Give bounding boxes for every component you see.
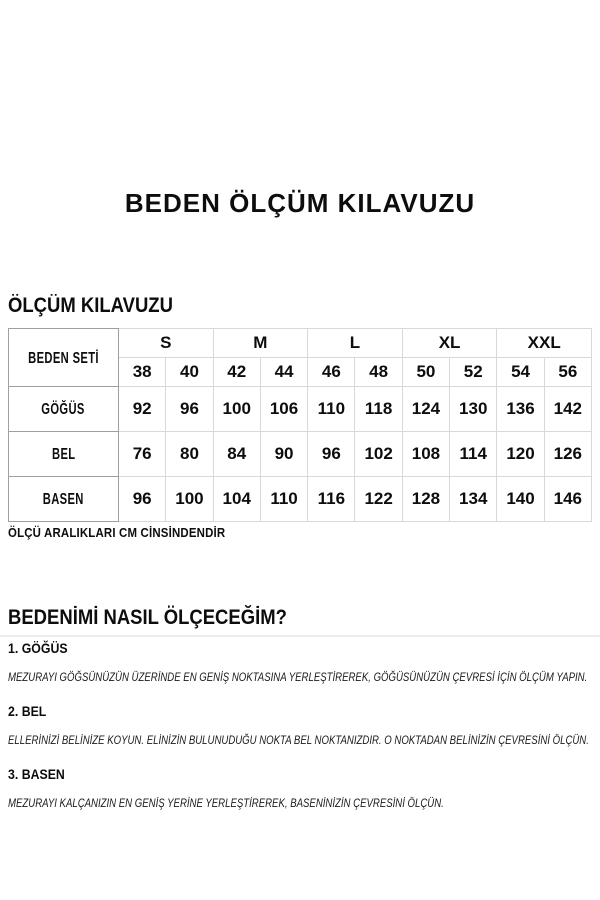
measurement-value: 96 bbox=[119, 477, 166, 522]
size-number: 42 bbox=[213, 358, 260, 387]
measurement-value: 92 bbox=[119, 387, 166, 432]
how-to-measure-heading-text: BEDENİMİ NASIL ÖLÇECEĞİM? bbox=[8, 606, 287, 629]
page-title: BEDEN ÖLÇÜM KILAVUZU bbox=[124, 188, 476, 218]
measurement-value: 80 bbox=[166, 432, 213, 477]
step-title-text: 1. GÖĞÜS bbox=[8, 640, 68, 656]
measurement-value: 84 bbox=[213, 432, 260, 477]
measurement-value: 126 bbox=[544, 432, 591, 477]
measurement-row bbox=[9, 477, 592, 522]
row-label bbox=[9, 387, 119, 432]
measurement-value: 108 bbox=[402, 432, 449, 477]
measurement-step bbox=[8, 640, 594, 685]
measurement-guide-heading bbox=[8, 294, 195, 318]
measurement-value: 124 bbox=[402, 387, 449, 432]
step-title-text: 2. BEL bbox=[8, 703, 47, 719]
measurement-value: 130 bbox=[450, 387, 497, 432]
table-note bbox=[8, 525, 255, 540]
step-description-text: MEZURAYI GÖĞSÜNÜZÜN ÜZERİNDE EN GENİŞ NOKTASINA YERLEŞTİREREK, GÖĞÜSÜNÜZÜN ÇEVRESİ İÇİN ÖLÇÜM YAPIN. bbox=[8, 670, 588, 684]
size-group-s: S bbox=[119, 329, 214, 358]
size-group-xl: XL bbox=[402, 329, 497, 358]
measurement-value: 114 bbox=[450, 432, 497, 477]
measurement-value: 136 bbox=[497, 387, 544, 432]
size-table-corner-header-text: BEDEN SETİ bbox=[28, 349, 99, 367]
step-description bbox=[8, 733, 594, 748]
size-group-xxl: XXL bbox=[497, 329, 592, 358]
step-description-text: ELLERİNİZİ BELİNİZE KOYUN. ELİNİZİN BULUNUDUĞU NOKTA BEL NOKTANIZDIR. O NOKTADAN BELİNİZİN ÇEVRESİNİ ÖLÇÜN. bbox=[8, 733, 589, 747]
row-label-text: GÖĞÜS bbox=[41, 401, 86, 418]
measurement-value: 90 bbox=[260, 432, 307, 477]
measurement-value: 118 bbox=[355, 387, 402, 432]
measurement-value: 140 bbox=[497, 477, 544, 522]
measurement-value: 142 bbox=[544, 387, 591, 432]
measurement-value: 120 bbox=[497, 432, 544, 477]
size-group-l: L bbox=[308, 329, 403, 358]
measurement-value: 110 bbox=[260, 477, 307, 522]
measurement-value: 104 bbox=[213, 477, 260, 522]
measurement-value: 106 bbox=[260, 387, 307, 432]
measurement-step bbox=[8, 766, 594, 811]
size-group-m: M bbox=[213, 329, 308, 358]
row-label-text: BEL bbox=[51, 446, 76, 463]
measurement-value: 116 bbox=[308, 477, 355, 522]
step-title bbox=[8, 766, 594, 783]
measurement-value: 110 bbox=[308, 387, 355, 432]
size-number: 48 bbox=[355, 358, 402, 387]
measurement-value: 102 bbox=[355, 432, 402, 477]
table-note-text: ÖLÇÜ ARALIKLARI CM CİNSİNDENDİR bbox=[8, 525, 226, 540]
step-title-text: 3. BASEN bbox=[8, 766, 65, 782]
step-description bbox=[8, 796, 594, 811]
measurement-value: 96 bbox=[308, 432, 355, 477]
row-label bbox=[9, 432, 119, 477]
measurement-guide-heading-text: ÖLÇÜM KILAVUZU bbox=[8, 294, 173, 317]
measurement-row bbox=[9, 432, 592, 477]
step-description bbox=[8, 670, 594, 685]
size-group-row bbox=[9, 329, 592, 358]
measurement-step bbox=[8, 703, 594, 748]
size-number: 56 bbox=[544, 358, 591, 387]
section-divider bbox=[0, 635, 600, 637]
size-number: 44 bbox=[260, 358, 307, 387]
row-label bbox=[9, 477, 119, 522]
step-title bbox=[8, 703, 594, 720]
size-number: 50 bbox=[402, 358, 449, 387]
measurement-value: 100 bbox=[166, 477, 213, 522]
row-label-text: BASEN bbox=[43, 491, 84, 508]
measurement-value: 96 bbox=[166, 387, 213, 432]
measurement-value: 146 bbox=[544, 477, 591, 522]
size-number: 54 bbox=[497, 358, 544, 387]
step-title bbox=[8, 640, 594, 657]
measurement-value: 100 bbox=[213, 387, 260, 432]
size-number: 40 bbox=[166, 358, 213, 387]
how-to-measure-heading bbox=[8, 606, 325, 630]
size-table-corner-header bbox=[9, 329, 119, 387]
measurement-value: 76 bbox=[119, 432, 166, 477]
step-description-text: MEZURAYI KALÇANIZIN EN GENİŞ YERİNE YERLEŞTİREREK, BASENİNİZİN ÇEVRESİNİ ÖLÇÜN. bbox=[8, 796, 444, 810]
measurement-steps bbox=[8, 640, 594, 829]
measurement-value: 134 bbox=[450, 477, 497, 522]
measurement-row bbox=[9, 387, 592, 432]
size-number: 38 bbox=[119, 358, 166, 387]
size-table bbox=[8, 328, 592, 522]
size-number: 46 bbox=[308, 358, 355, 387]
size-number: 52 bbox=[450, 358, 497, 387]
measurement-value: 122 bbox=[355, 477, 402, 522]
measurement-value: 128 bbox=[402, 477, 449, 522]
